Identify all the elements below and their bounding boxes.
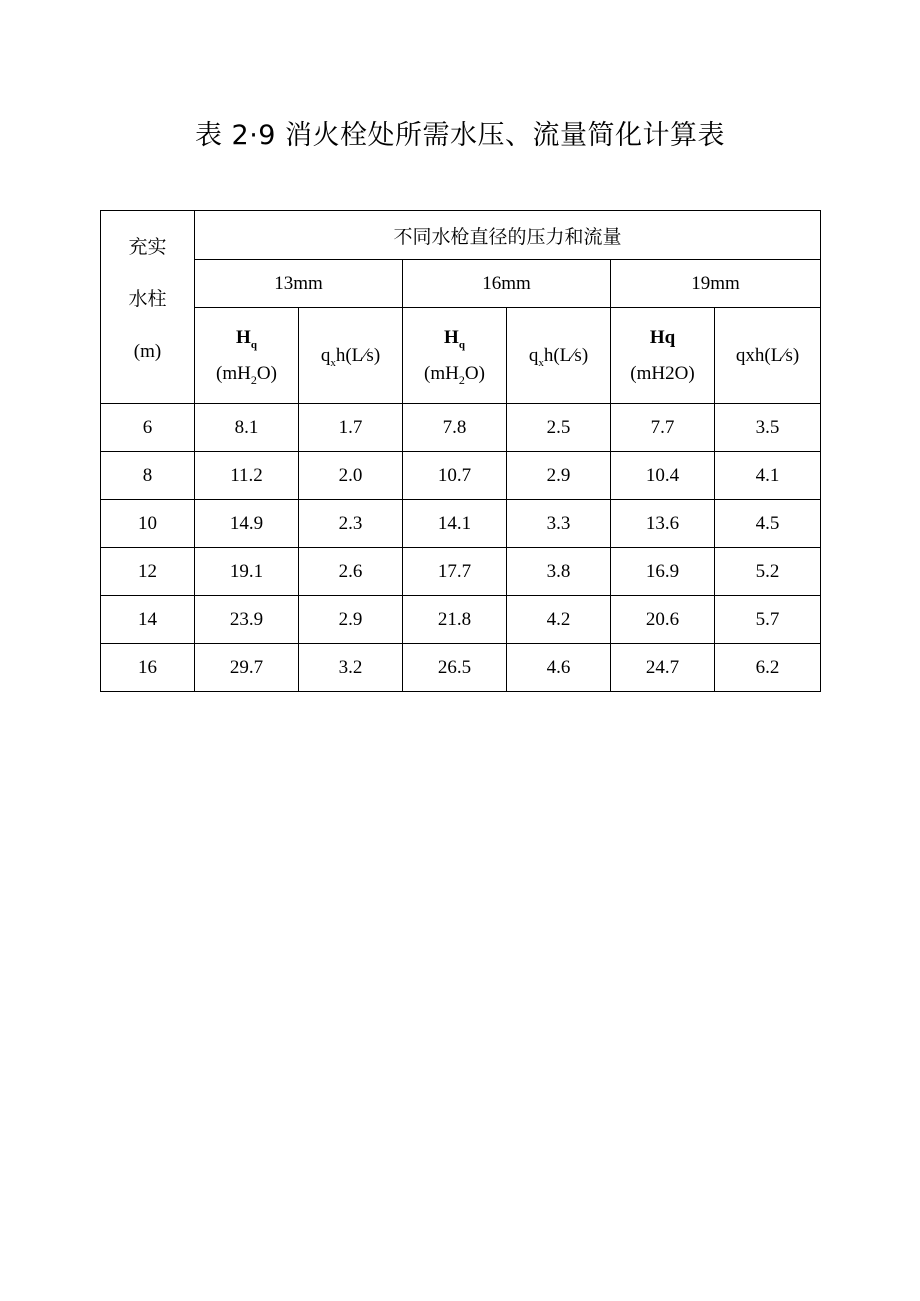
table-body bbox=[101, 404, 821, 692]
header-row-sizes bbox=[101, 260, 821, 308]
hq-header-19 bbox=[611, 308, 715, 404]
hq-symbol: H bbox=[444, 326, 459, 348]
cell-hq-13: 19.1 bbox=[195, 548, 299, 596]
nozzle-size-13: 13mm bbox=[195, 260, 403, 308]
hq-unit-sub: 2 bbox=[250, 372, 257, 387]
cell-flow-13: 2.0 bbox=[299, 452, 403, 500]
hq-unit-pre: (mH bbox=[216, 362, 251, 384]
cell-hq-19: 7.7 bbox=[611, 404, 715, 452]
q-pre: q bbox=[320, 344, 331, 366]
q-label: qxh(L⁄s) bbox=[735, 344, 800, 366]
cell-hq-13: 8.1 bbox=[195, 404, 299, 452]
table-row bbox=[101, 500, 821, 548]
cell-hq-19: 20.6 bbox=[611, 596, 715, 644]
table-row bbox=[101, 596, 821, 644]
table-row bbox=[101, 644, 821, 692]
cell-hq-19: 13.6 bbox=[611, 500, 715, 548]
cell-hq-16: 21.8 bbox=[403, 596, 507, 644]
cell-water-column: 10 bbox=[101, 500, 195, 548]
cell-hq-19: 24.7 bbox=[611, 644, 715, 692]
cell-hq-16: 14.1 bbox=[403, 500, 507, 548]
table-title: 表 2·9 消火栓处所需水压、流量简化计算表 bbox=[194, 120, 726, 151]
hq-header-13 bbox=[195, 308, 299, 404]
nozzle-size-19: 19mm bbox=[611, 260, 821, 308]
hq-unit: (mH2O) bbox=[630, 362, 695, 384]
hq-symbol: Hq bbox=[649, 326, 676, 348]
cell-water-column: 8 bbox=[101, 452, 195, 500]
cell-flow-19: 3.5 bbox=[715, 404, 821, 452]
hydrant-calculation-table bbox=[100, 210, 821, 692]
cell-flow-16: 2.9 bbox=[507, 452, 611, 500]
row-header-line1: 充实 bbox=[128, 236, 167, 258]
q-pre: q bbox=[528, 344, 539, 366]
row-header-line3: (m) bbox=[133, 341, 162, 362]
cell-water-column: 6 bbox=[101, 404, 195, 452]
hq-unit-post: O) bbox=[256, 362, 277, 384]
hq-unit-pre: (mH bbox=[424, 362, 459, 384]
column-water-column-header bbox=[101, 211, 195, 404]
flow-header-13 bbox=[299, 308, 403, 404]
q-post: h(L⁄s) bbox=[335, 344, 381, 366]
cell-hq-13: 29.7 bbox=[195, 644, 299, 692]
cell-flow-13: 2.6 bbox=[299, 548, 403, 596]
hq-subscript: q bbox=[458, 338, 465, 351]
cell-flow-16: 4.6 bbox=[507, 644, 611, 692]
cell-flow-16: 4.2 bbox=[507, 596, 611, 644]
cell-flow-16: 2.5 bbox=[507, 404, 611, 452]
cell-flow-16: 3.3 bbox=[507, 500, 611, 548]
table-row bbox=[101, 452, 821, 500]
table-row bbox=[101, 548, 821, 596]
cell-hq-16: 17.7 bbox=[403, 548, 507, 596]
cell-hq-16: 10.7 bbox=[403, 452, 507, 500]
cell-hq-16: 7.8 bbox=[403, 404, 507, 452]
hq-subscript: q bbox=[250, 338, 257, 351]
cell-flow-13: 1.7 bbox=[299, 404, 403, 452]
cell-flow-13: 2.3 bbox=[299, 500, 403, 548]
cell-hq-19: 16.9 bbox=[611, 548, 715, 596]
cell-flow-13: 2.9 bbox=[299, 596, 403, 644]
cell-hq-13: 23.9 bbox=[195, 596, 299, 644]
cell-flow-19: 4.1 bbox=[715, 452, 821, 500]
cell-hq-13: 14.9 bbox=[195, 500, 299, 548]
header-row-units bbox=[101, 308, 821, 404]
q-post: h(L⁄s) bbox=[543, 344, 589, 366]
hq-unit-post: O) bbox=[464, 362, 485, 384]
group-header: 不同水枪直径的压力和流量 bbox=[195, 211, 821, 260]
table-row bbox=[101, 404, 821, 452]
nozzle-size-16: 16mm bbox=[403, 260, 611, 308]
cell-water-column: 12 bbox=[101, 548, 195, 596]
hq-header-16 bbox=[403, 308, 507, 404]
hq-unit-sub: 2 bbox=[458, 372, 465, 387]
q-subscript: x bbox=[538, 356, 544, 369]
row-header-line2: 水柱 bbox=[128, 288, 167, 310]
flow-header-19 bbox=[715, 308, 821, 404]
cell-hq-16: 26.5 bbox=[403, 644, 507, 692]
header-row-group bbox=[101, 211, 821, 260]
cell-flow-19: 6.2 bbox=[715, 644, 821, 692]
cell-water-column: 16 bbox=[101, 644, 195, 692]
cell-flow-19: 4.5 bbox=[715, 500, 821, 548]
cell-flow-19: 5.2 bbox=[715, 548, 821, 596]
cell-hq-19: 10.4 bbox=[611, 452, 715, 500]
cell-flow-19: 5.7 bbox=[715, 596, 821, 644]
hq-symbol: H bbox=[236, 326, 251, 348]
cell-water-column: 14 bbox=[101, 596, 195, 644]
q-subscript: x bbox=[330, 356, 336, 369]
flow-header-16 bbox=[507, 308, 611, 404]
cell-flow-13: 3.2 bbox=[299, 644, 403, 692]
cell-flow-16: 3.8 bbox=[507, 548, 611, 596]
cell-hq-13: 11.2 bbox=[195, 452, 299, 500]
